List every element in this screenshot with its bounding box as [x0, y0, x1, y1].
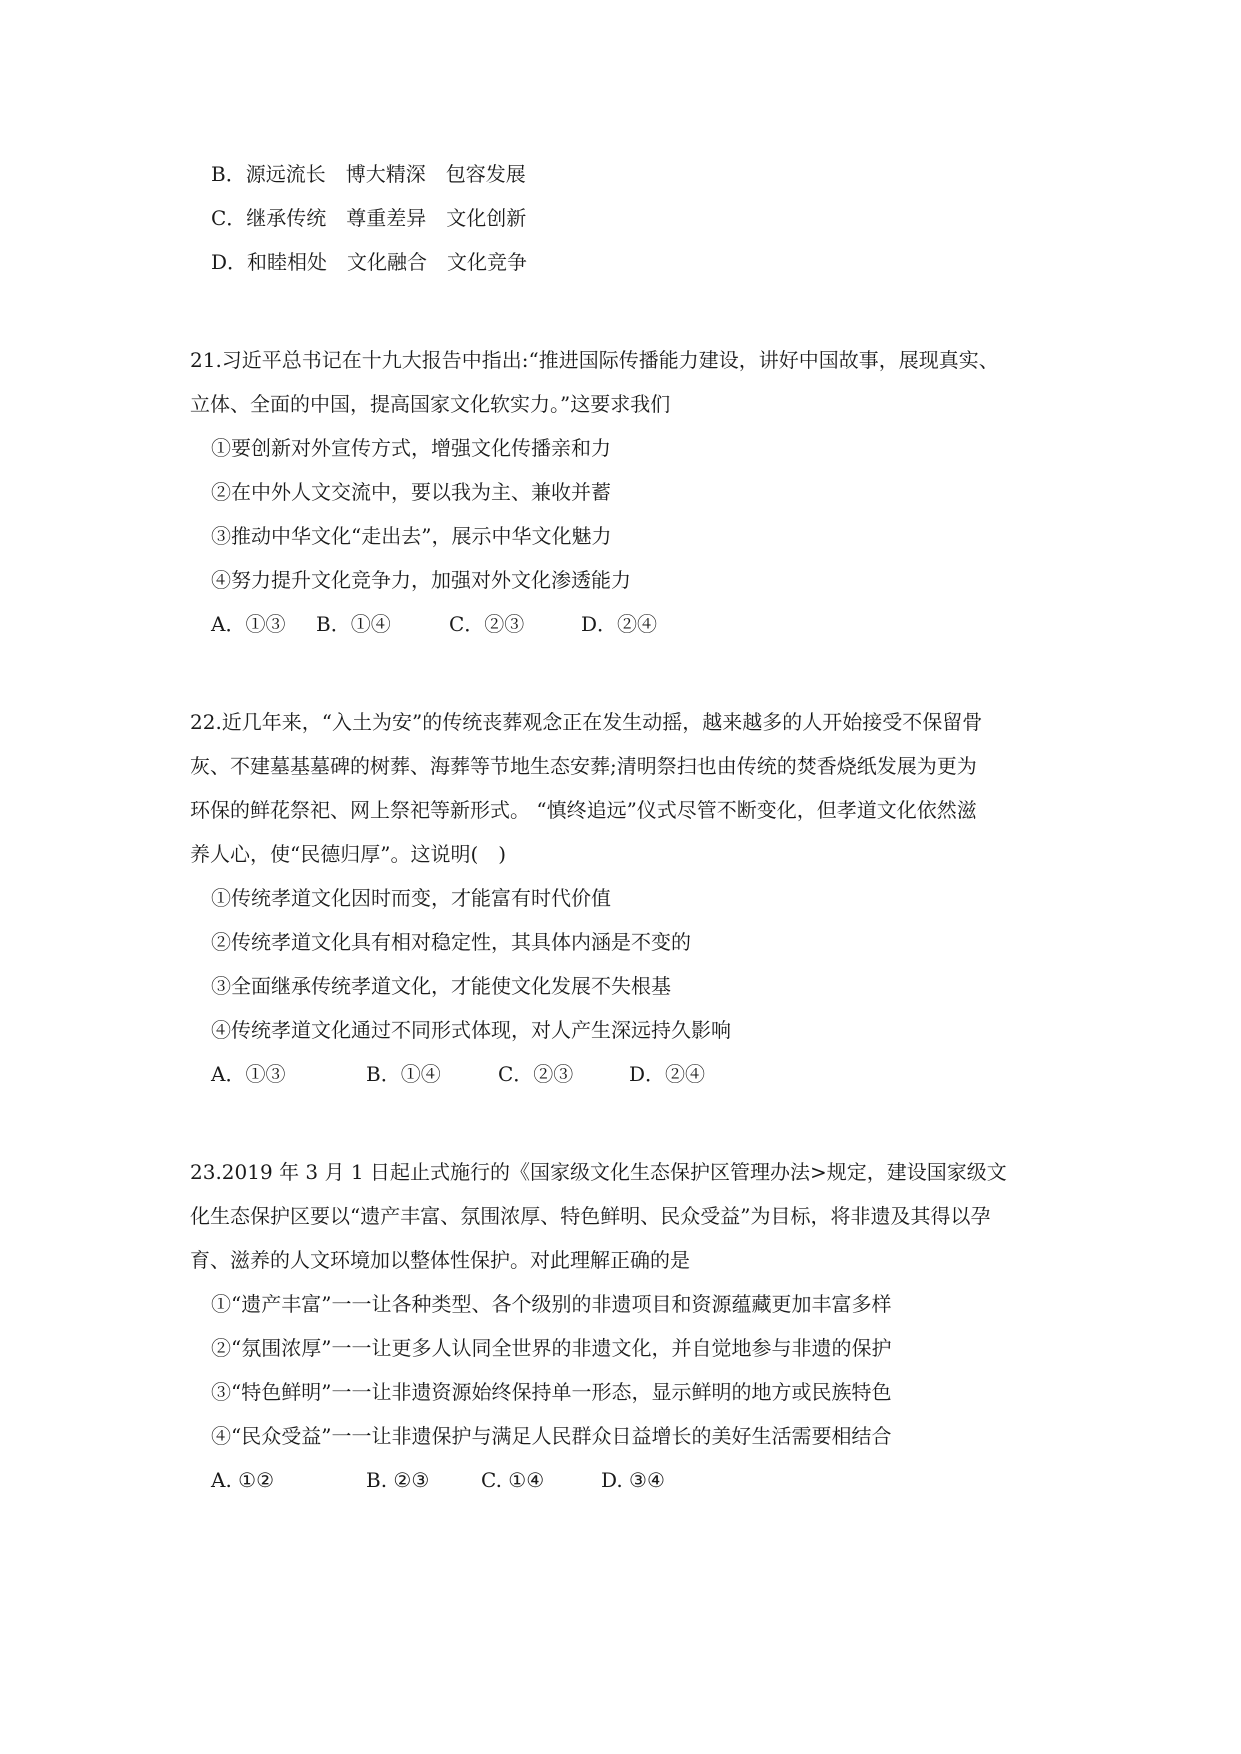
q21-item-3: ③推动中华文化“走出去”，展示中华文化魅力: [211, 524, 612, 548]
q22-choice-b: B．①④: [366, 1062, 441, 1086]
q23-item-1: ①“遗产丰富”一一让各种类型、各个级别的非遗项目和资源蕴藏更加丰富多样: [211, 1292, 892, 1316]
q22-stem-line-4: 养人心，使“民德归厚”。这说明( ): [190, 842, 507, 866]
q23-choice-c: C. ①④: [481, 1468, 545, 1492]
q23-item-4: ④“民众受益”一一让非遗保护与满足人民群众日益增长的美好生活需要相结合: [211, 1424, 892, 1448]
q20-option-d: D．和睦相处 文化融合 文化竞争: [211, 250, 528, 274]
q21-stem-line-2: 立体、全面的中国，提高国家文化软实力。”这要求我们: [190, 392, 671, 416]
q23-choice-a: A. ①②: [211, 1468, 275, 1492]
q21-stem-line-1: 21.习近平总书记在十九大报告中指出:“推进国际传播能力建设，讲好中国故事，展现真实、: [190, 348, 999, 372]
q23-stem-line-3: 育、滋养的人文环境加以整体性保护。对此理解正确的是: [190, 1248, 690, 1272]
q22-stem-line-2: 灰、不建墓基墓碑的树葬、海葬等节地生态安葬;清明祭扫也由传统的焚香烧纸发展为更为: [190, 754, 977, 778]
q21-choice-b: B．①④: [316, 612, 391, 636]
q22-item-3: ③全面继承传统孝道文化，才能使文化发展不失根基: [211, 974, 671, 998]
q22-stem-line-1: 22.近几年来，“入土为安”的传统丧葬观念正在发生动摇，越来越多的人开始接受不保留骨: [190, 710, 983, 734]
q21-choice-c: C．②③: [449, 612, 525, 636]
q23-item-3: ③“特色鲜明”一一让非遗资源始终保持单一形态，显示鲜明的地方或民族特色: [211, 1380, 892, 1404]
q21-item-1: ①要创新对外宣传方式，增强文化传播亲和力: [211, 436, 611, 460]
q21-choice-a: A．①③: [211, 612, 286, 636]
q22-stem-line-3: 环保的鲜花祭祀、网上祭祀等新形式。 “慎终追远”仪式尽管不断变化，但孝道文化依然滋: [190, 798, 977, 822]
q21-choice-d: D．②④: [581, 612, 658, 636]
q23-choice-d: D. ③④: [601, 1468, 665, 1492]
q23-item-2: ②“氛围浓厚”一一让更多人认同全世界的非遗文化，并自觉地参与非遗的保护: [211, 1336, 892, 1360]
q22-item-4: ④传统孝道文化通过不同形式体现，对人产生深远持久影响: [211, 1018, 731, 1042]
q22-choice-c: C．②③: [498, 1062, 574, 1086]
q22-choice-a: A．①③: [211, 1062, 286, 1086]
q22-choice-d: D．②④: [629, 1062, 706, 1086]
q22-item-2: ②传统孝道文化具有相对稳定性，其具体内涵是不变的: [211, 930, 691, 954]
q23-choice-b: B. ②③: [366, 1468, 430, 1492]
q20-option-c: C．继承传统 尊重差异 文化创新: [211, 206, 527, 230]
q23-stem-line-2: 化生态保护区要以“遗产丰富、氛围浓厚、特色鲜明、民众受益”为目标，将非遗及其得以孕: [190, 1204, 991, 1228]
q20-option-b: B．源远流长 博大精深 包容发展: [211, 162, 526, 186]
q21-item-2: ②在中外人文交流中，要以我为主、兼收并蓄: [211, 480, 611, 504]
q21-item-4: ④努力提升文化竞争力，加强对外文化渗透能力: [211, 568, 631, 592]
q23-stem-line-1: 23.2019 年 3 月 1 日起止式施行的《国家级文化生态保护区管理办法>规定，建设国家级文: [190, 1160, 1007, 1184]
q22-item-1: ①传统孝道文化因时而变，才能富有时代价值: [211, 886, 611, 910]
